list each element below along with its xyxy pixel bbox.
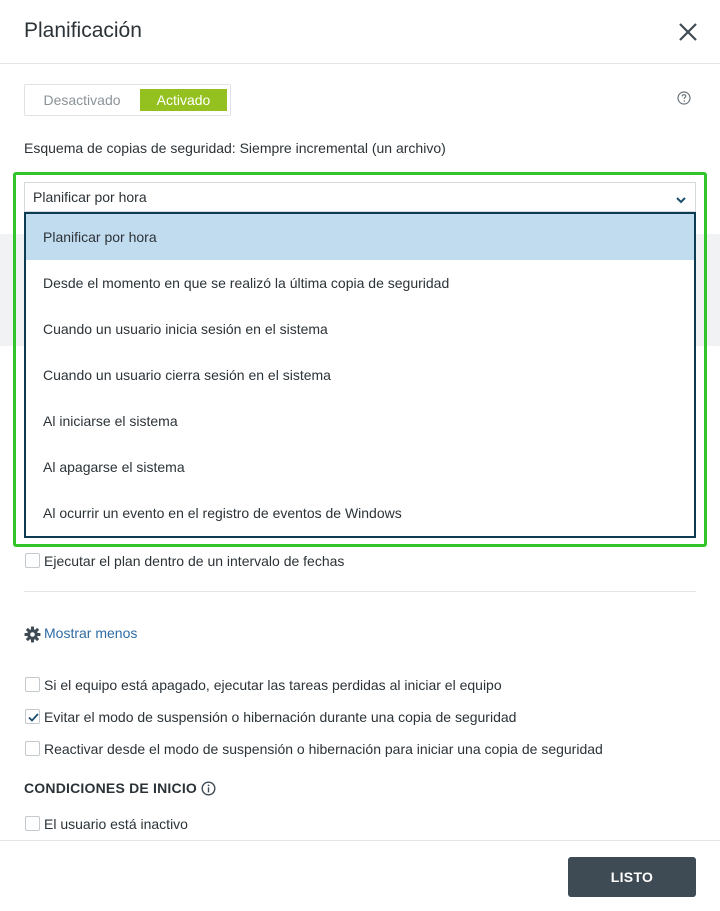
dropdown-option[interactable]: Desde el momento en que se realizó la última copia de seguridad (43, 275, 450, 291)
dropdown-option[interactable]: Al ocurrir un evento en el registro de eventos de Windows (43, 505, 402, 521)
backup-scheme-text: Esquema de copias de seguridad: Siempre incremental (un archivo) (24, 140, 446, 156)
dropdown-option[interactable]: Al iniciarse el sistema (43, 413, 178, 429)
option-label: Reactivar desde el modo de suspensión o hibernación para iniciar una copia de seguridad (44, 741, 603, 757)
divider (24, 591, 696, 592)
start-conditions-title: CONDICIONES DE INICIO (24, 780, 197, 796)
option-label: Evitar el modo de suspensión o hibernación durante una copia de seguridad (44, 709, 517, 725)
run-missed-tasks-checkbox[interactable] (25, 677, 40, 692)
condition-label: El usuario está inactivo (44, 816, 188, 832)
date-range-checkbox[interactable] (25, 553, 40, 568)
toggle-off-option[interactable]: Desactivado (43, 92, 121, 108)
help-icon[interactable] (677, 91, 691, 105)
dropdown-option[interactable]: Cuando un usuario inicia sesión en el sistema (43, 321, 328, 337)
show-less-link[interactable]: Mostrar menos (44, 625, 138, 641)
done-button[interactable]: LISTO (568, 857, 696, 897)
schedule-type-dropdown (24, 212, 696, 538)
toggle-on-option[interactable]: Activado (140, 89, 227, 111)
schedule-type-value: Planificar por hora (33, 189, 147, 205)
gear-icon (24, 626, 41, 643)
dialog-footer (0, 840, 720, 911)
dialog-title: Planificación (24, 19, 142, 42)
checkmark-icon (27, 711, 40, 724)
enabled-toggle (24, 84, 231, 116)
info-icon[interactable] (201, 781, 216, 796)
dialog-header (0, 0, 720, 64)
prevent-sleep-checkbox[interactable] (25, 709, 40, 724)
close-icon[interactable] (674, 18, 702, 46)
wake-from-sleep-checkbox[interactable] (25, 741, 40, 756)
dropdown-option[interactable]: Planificar por hora (26, 214, 694, 260)
dropdown-option[interactable]: Al apagarse el sistema (43, 459, 185, 475)
dialog-content (0, 64, 720, 840)
user-idle-checkbox[interactable] (25, 816, 40, 831)
chevron-down-icon (675, 192, 687, 202)
dropdown-option[interactable]: Cuando un usuario cierra sesión en el sistema (43, 367, 331, 383)
date-range-label: Ejecutar el plan dentro de un intervalo de fechas (44, 553, 345, 569)
option-label: Si el equipo está apagado, ejecutar las tareas perdidas al iniciar el equipo (44, 677, 502, 693)
schedule-type-select[interactable] (24, 182, 696, 212)
